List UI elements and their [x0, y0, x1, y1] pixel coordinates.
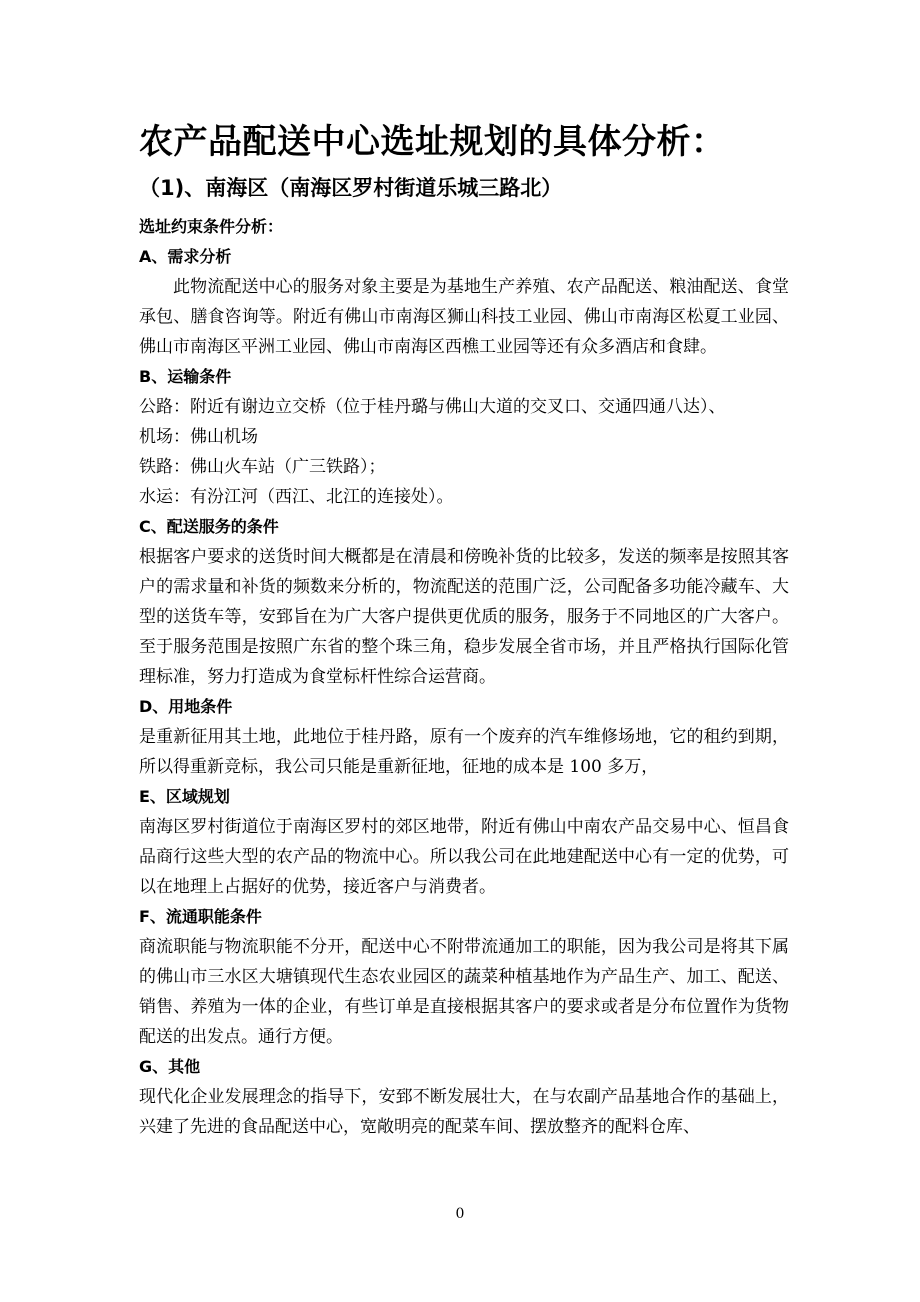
section-f-heading: F、流通职能条件 [139, 907, 262, 926]
section-a-heading: A、需求分析 [139, 247, 232, 266]
section-d-paragraph: 是重新征用其土地，此地位于桂丹路，原有一个废弃的汽车维修场地，它的租约到期，所以得重新竞标，我公司只能是重新征地，征地的成本是 100 多万， [139, 727, 789, 777]
document-body [139, 212, 789, 1142]
section-g-paragraph: 现代化企业发展理念的指导下，安郅不断发展壮大，在与农副产品基地合作的基础上，兴建了先进的食品配送中心，宽敞明亮的配菜车间、摆放整齐的配料仓库、 [139, 1087, 789, 1137]
transport-water: 水运：有汾江河（西江、北江的连接处）。 [139, 487, 454, 507]
section-e-paragraph: 南海区罗村街道位于南海区罗村的郊区地带，附近有佛山中南农产品交易中心、恒昌食品商行这些大型的农产品的物流中心。所以我公司在此地建配送中心有一定的优势，可以在地理上占据好的优势，接近客户与消费者。 [139, 817, 789, 897]
section-g-heading: G、其他 [139, 1057, 201, 1076]
document-title: 农产品配送中心选址规划的具体分析： [139, 122, 726, 162]
constraints-heading: 选址约束条件分析： [139, 217, 284, 236]
transport-road: 公路：附近有谢边立交桥（位于桂丹璐与佛山大道的交叉口、交通四通八达）、 [139, 397, 726, 417]
section-c-heading: C、配送服务的条件 [139, 517, 279, 536]
section-d-heading: D、用地条件 [139, 697, 233, 716]
transport-railway: 铁路：佛山火车站（广三铁路）； [139, 457, 386, 477]
page-number: 0 [455, 1206, 465, 1222]
section-b-heading: B、运输条件 [139, 367, 232, 386]
section-c-paragraph: 根据客户要求的送货时间大概都是在清晨和傍晚补货的比较多，发送的频率是按照其客户的需求量和补货的频数来分析的，物流配送的范围广泛，公司配备多功能冷藏车、大型的送货车等，安郅旨在为广大客户提供更优质的服务，服务于不同地区的广大客户。至于服务范围是按照广东省的整个珠三角，稳步发展全省市场，并且严格执行国际化管理标准，努力打造成为食堂标杆性综合运营商。 [139, 547, 789, 687]
section-subtitle: （1)、南海区（南海区罗村街道乐城三路北） [139, 176, 563, 200]
transport-airport: 机场：佛山机场 [139, 427, 258, 447]
section-f-paragraph: 商流职能与物流职能不分开，配送中心不附带流通加工的职能，因为我公司是将其下属的佛山市三水区大塘镇现代生态农业园区的蔬菜种植基地作为产品生产、加工、配送、销售、养殖为一体的企业，有些订单是直接根据其客户的要求或者是分布位置作为货物配送的出发点。通行方便。 [139, 937, 789, 1047]
section-a-paragraph: 此物流配送中心的服务对象主要是为基地生产养殖、农产品配送、粮油配送、食堂承包、膳食咨询等。附近有佛山市南海区狮山科技工业园、佛山市南海区松夏工业园、佛山市南海区平洲工业园、佛山市南海区西樵工业园等还有众多酒店和食肆。 [139, 277, 789, 357]
section-e-heading: E、区域规划 [139, 787, 230, 806]
